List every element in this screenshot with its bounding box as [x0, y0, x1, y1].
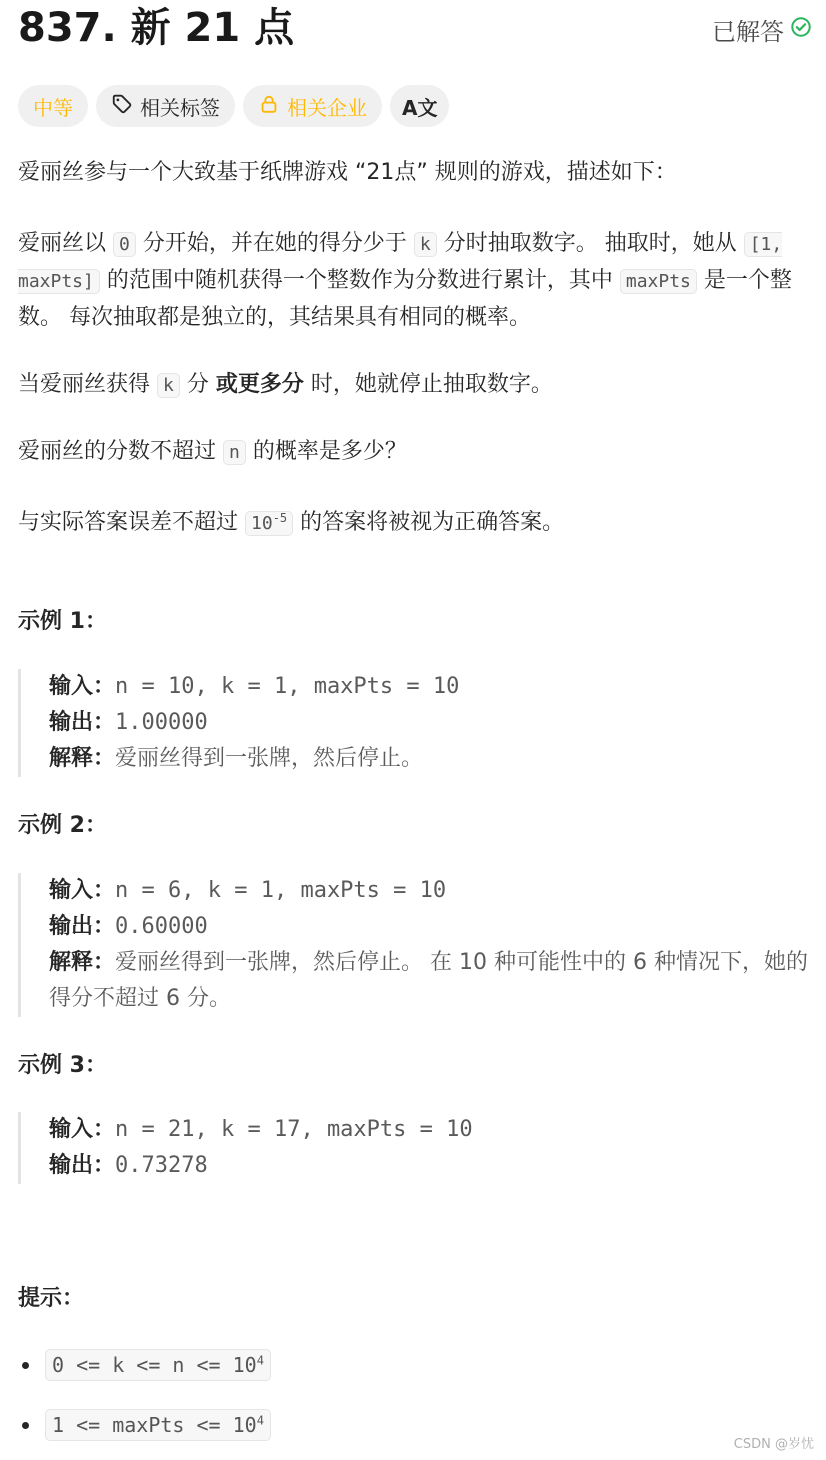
related-tags-button[interactable] [96, 85, 235, 127]
example-1-title: 示例 1： [18, 609, 107, 634]
list-item [22, 1409, 271, 1441]
example-3-title: 示例 3： [18, 1053, 107, 1078]
related-tags-label: 相关标签 [140, 95, 220, 120]
solved-label: 已解答 [712, 18, 784, 46]
list-item [22, 1349, 271, 1381]
inline-code: n [223, 440, 246, 465]
translate-button[interactable]: A文 [390, 85, 449, 127]
example-3-block: 输入：n = 21, k = 17, maxPts = 10 输出：0.73278 [18, 1112, 809, 1184]
hints-title: 提示： [18, 1286, 85, 1311]
description-tolerance: 与实际答案误差不超过 $10^{-5}$ 的答案将被视为正确答案。 [18, 510, 565, 535]
inline-code: 0 [113, 232, 136, 257]
related-companies-button[interactable] [243, 85, 382, 127]
bullet-icon [22, 1422, 29, 1429]
page-title: 837. 新 21 点 [18, 5, 295, 51]
description-stop-rule: 当爱丽丝获得 k 分 或更多分 时，她就停止抽取数字。 [18, 372, 553, 397]
description-intro: 爱丽丝参与一个大致基于纸牌游戏 “21点” 规则的游戏，描述如下： [18, 160, 677, 185]
example-1-block: 输入：n = 10, k = 1, maxPts = 10 输出：1.00000 解释：爱丽丝得到一张牌，然后停止。 [18, 669, 809, 777]
tag-bar [18, 85, 449, 127]
bullet-icon [22, 1362, 29, 1369]
solved-status [712, 12, 812, 47]
related-companies-label: 相关企业 [287, 95, 367, 120]
inline-code: k [157, 373, 180, 398]
description-question: 爱丽丝的分数不超过 n 的概率是多少？ [18, 439, 407, 464]
description-rules: 爱丽丝以 0 分开始，并在她的得分少于 k 分时抽取数字。 抽取时，她从 [1, maxPts] 的范围中随机获得一个整数作为分数进行累计，其中 maxPts 是一个整数。 每次抽取都是独立的，其结果具有相同的概率。 [18, 231, 792, 330]
tag-icon [111, 93, 133, 120]
check-circle-icon [790, 16, 812, 44]
hint-constraint: 1 <= maxPts <= $10^4$ [45, 1409, 271, 1441]
inline-code: $10^{-5}$ [245, 511, 293, 536]
example-2-title: 示例 2： [18, 813, 107, 838]
lock-icon [258, 93, 280, 120]
inline-code: [1, maxPts] [18, 234, 783, 292]
inline-code: maxPts [620, 269, 697, 294]
difficulty-tag[interactable]: 中等 [18, 85, 88, 127]
inline-code: k [414, 232, 437, 257]
hint-constraint: $0 <= k <= n <= 10^4$ [45, 1349, 271, 1381]
watermark: CSDN @岁忧 [733, 1437, 814, 1452]
example-2-block: 输入：n = 6, k = 1, maxPts = 10 输出：0.60000 解释：爱丽丝得到一张牌，然后停止。 在 10 种可能性中的 6 种情况下，她的得分不超过 6 分。 [18, 873, 809, 1017]
